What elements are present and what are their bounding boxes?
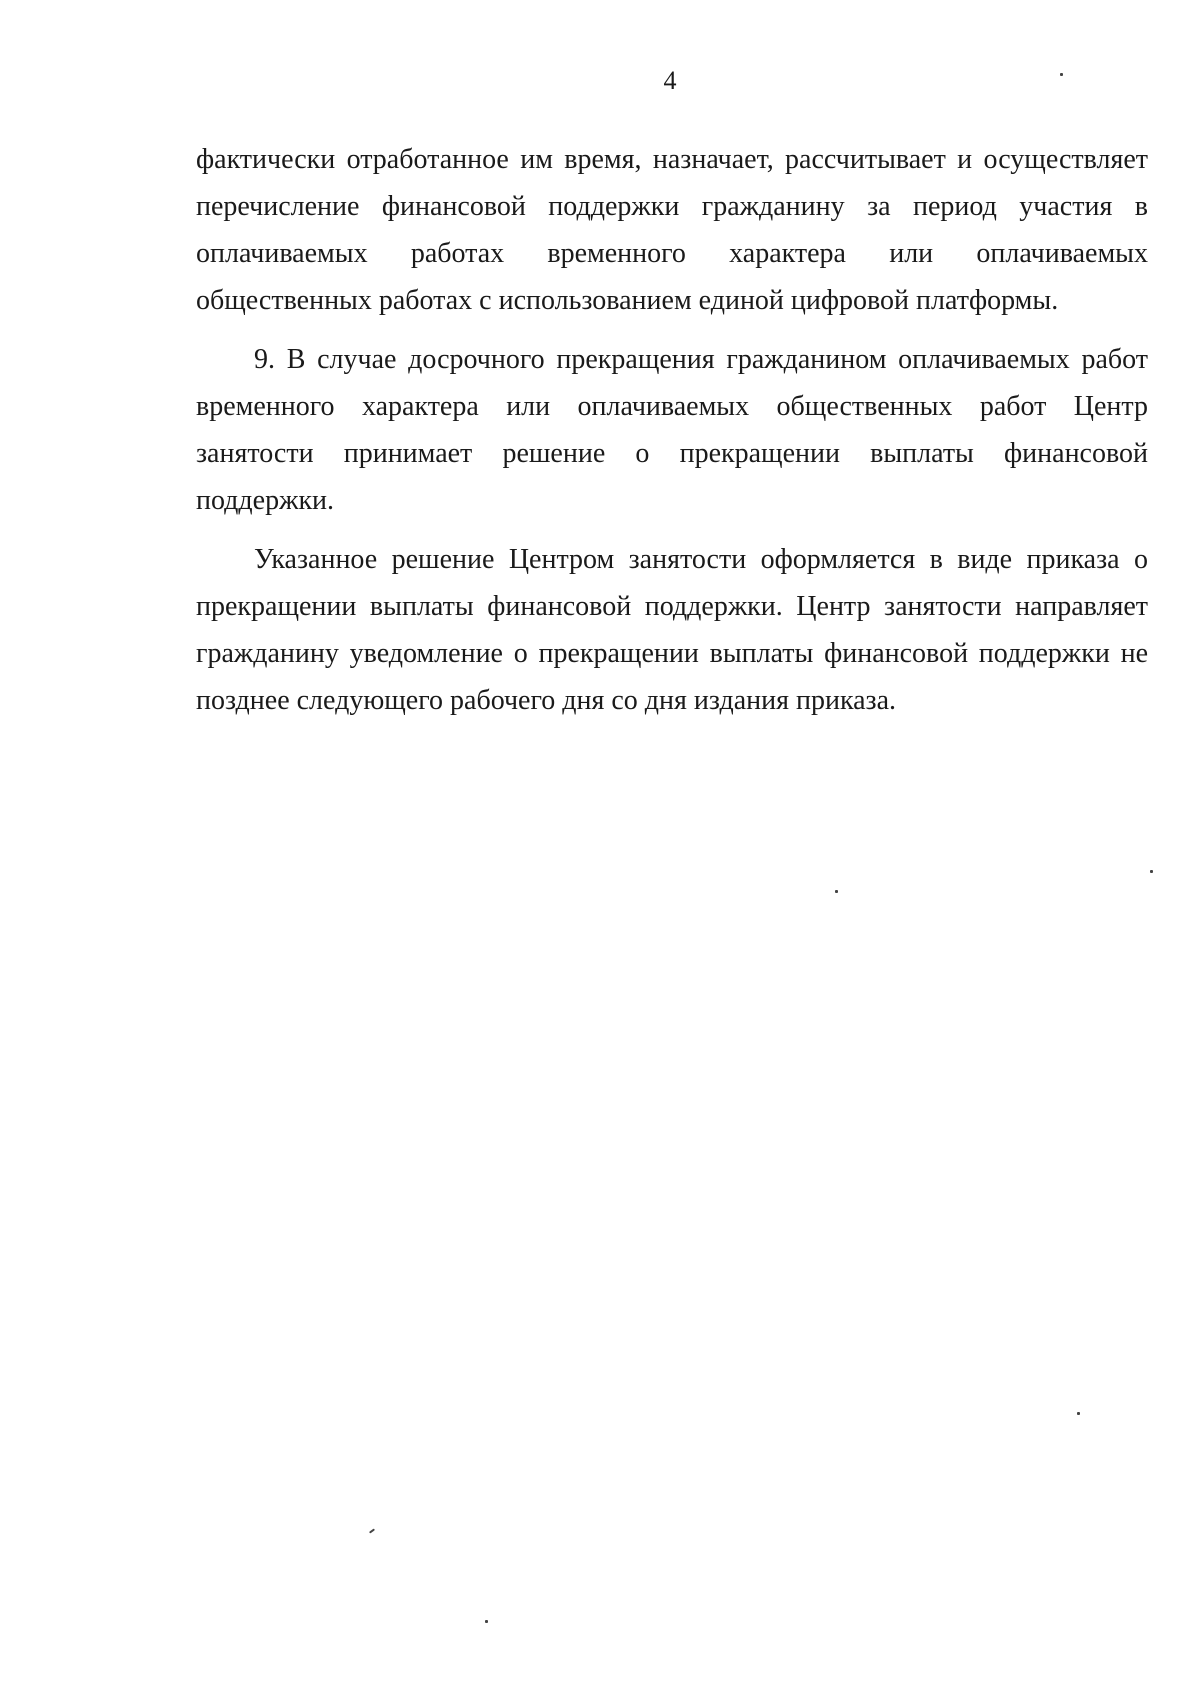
paragraph-line: 9. В случае досрочного прекращения гражданином оплачиваемых работ <box>254 344 1148 375</box>
paragraph-line: позднее следующего рабочего дня со дня издания приказа. <box>196 685 897 716</box>
paragraph-line: общественных работах с использованием единой цифровой платформы. <box>196 285 1059 316</box>
document-body <box>196 136 1148 724</box>
paragraph-line: поддержки. <box>196 485 335 516</box>
paragraph-line: прекращении выплаты финансовой поддержки. Центр занятости направляет <box>196 591 1148 622</box>
paragraph-line: занятости принимает решение о прекращении выплаты финансовой <box>196 438 1148 469</box>
paragraph-3 <box>196 536 1148 724</box>
paragraph-2 <box>196 336 1148 524</box>
scan-speck <box>369 1528 375 1533</box>
scan-speck <box>1077 1412 1080 1415</box>
paragraph-1 <box>196 136 1148 324</box>
scan-speck <box>1060 73 1063 76</box>
page-number: 4 <box>663 66 677 95</box>
paragraph-line: оплачиваемых работах временного характера или оплачиваемых <box>196 238 1148 269</box>
scan-speck <box>1150 870 1153 873</box>
scan-speck <box>835 890 838 893</box>
paragraph-line: Указанное решение Центром занятости оформляется в виде приказа о <box>254 544 1148 575</box>
paragraph-line: временного характера или оплачиваемых общественных работ Центр <box>196 391 1148 422</box>
paragraph-line: перечисление финансовой поддержки гражданину за период участия в <box>196 191 1148 222</box>
paragraph-line: фактически отработанное им время, назначает, рассчитывает и осуществляет <box>196 144 1148 175</box>
scan-speck <box>485 1620 488 1623</box>
paragraph-line: гражданину уведомление о прекращении выплаты финансовой поддержки не <box>196 638 1148 669</box>
